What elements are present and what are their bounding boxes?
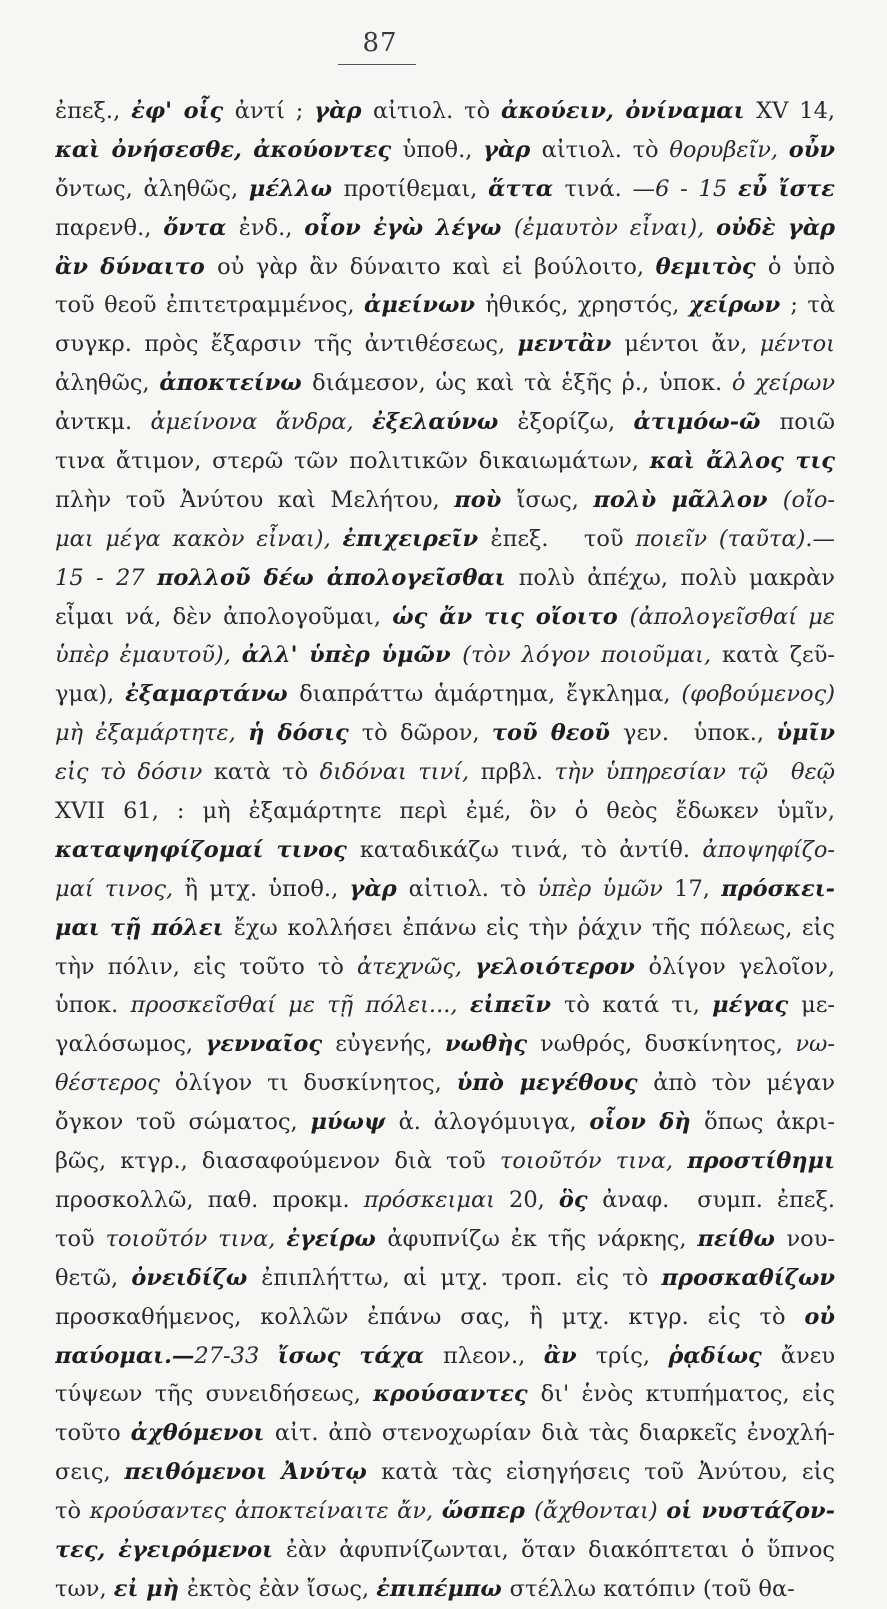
gloss-text: ἀτεχνῶς,: [356, 953, 476, 980]
lemma: μαι τῇ πόλει: [55, 914, 234, 941]
lemma: γὰρ: [314, 98, 373, 124]
lemma: ἡ δόσις: [248, 720, 362, 747]
gloss-text: στέλλω κατόπιν (τοῦ θα-: [509, 1575, 795, 1602]
gloss-text: ὑπὲρ ἐμαυτοῦ),: [55, 642, 242, 669]
text-line: [55, 1492, 835, 1531]
lemma: πρόσκει-: [721, 875, 835, 902]
text-line: [55, 1181, 835, 1220]
text-line: [55, 559, 835, 598]
gloss-text: 17,: [674, 875, 722, 902]
lemma: κρούσαντες: [373, 1381, 541, 1408]
text-line: [55, 170, 835, 209]
lemma: μύωψ: [310, 1109, 399, 1136]
lemma: παύομαι.—: [55, 1342, 195, 1369]
gloss-text: ὄγκον τοῦ σώματος,: [55, 1109, 311, 1136]
gloss-text: ὑποθ.,: [402, 136, 484, 163]
lemma: ἐφ' οἷς: [131, 98, 235, 124]
lemma: οἷον ἐγὼ λέγω: [304, 214, 514, 241]
gloss-text: βῶς, κτγρ., διασαφούμενον διὰ τοῦ: [55, 1148, 500, 1175]
gloss-text: θετῶ,: [55, 1264, 132, 1291]
gloss-text: 20,: [509, 1186, 559, 1213]
gloss-text: ἢ μτχ. ὑποθ.,: [184, 875, 350, 902]
text-line: [55, 1259, 835, 1298]
gloss-text: νω-: [795, 1031, 835, 1058]
text-line: [55, 1375, 835, 1414]
gloss-text: ἐὰν ἀφυπνίζωνται, ὅταν διακόπτεται ὁ ὕπνος: [285, 1536, 835, 1563]
lemma: προσκαθίζων: [661, 1264, 835, 1291]
gloss-text: τινα ἄτιμον, στερῶ τῶν πολιτικῶν δικαιωμάτων,: [55, 448, 650, 475]
gloss-text: ἀ. ἀλογόμυιγα,: [398, 1109, 590, 1136]
gloss-text: ἐπεξ. τοῦ: [490, 525, 636, 552]
gloss-text: ἐνδ.,: [238, 214, 305, 241]
gloss-text: νωθρός, δυσκίνητος,: [540, 1031, 796, 1058]
gloss-text: τοῦτο: [55, 1420, 131, 1447]
text-line: [55, 598, 835, 637]
gloss-text: κατὰ τὸ: [213, 759, 320, 786]
text-line: [55, 248, 835, 287]
lemma: ῥᾳδίως: [668, 1342, 781, 1369]
lemma: ἀχθόμενοι: [130, 1420, 275, 1447]
lemma: ἀκούειν, ὀνίναμαι: [501, 98, 757, 124]
gloss-text: 27-33: [194, 1342, 278, 1369]
lemma: πείθω: [697, 1225, 787, 1252]
lemma: ἂν: [543, 1342, 596, 1369]
gloss-text: μέντοι ἄν,: [624, 331, 760, 358]
page-number: 87: [362, 28, 398, 58]
lemma: γενναῖος: [205, 1031, 336, 1058]
text-line: [55, 909, 835, 948]
text-line: [55, 1453, 835, 1492]
lemma: τες, ἐγειρόμενοι: [55, 1536, 286, 1563]
gloss-text: ἀφυπνίζω ἐκ τῆς νάρκης,: [387, 1225, 698, 1252]
gloss-text: μέντοι: [759, 331, 835, 358]
gloss-text: XVII 61, : μὴ ἐξαμάρτητε περὶ ἐμέ, ὃν ὁ θεὸς ἔδωκεν ὑμῖν,: [55, 798, 835, 825]
lemma: χείρων: [688, 292, 791, 319]
gloss-text: ὑποκ.: [55, 992, 131, 1019]
gloss-text: θέστερος: [55, 1070, 175, 1097]
gloss-text: (φοβούμενος): [681, 681, 835, 708]
gloss-text: ἄνευ: [780, 1342, 835, 1369]
gloss-text: ἠθικός, χρηστός,: [485, 292, 689, 319]
lemma: πολλοῦ δέω ἀπολογεῖσθαι: [156, 564, 519, 591]
lemma: ἀτιμόω-ῶ: [633, 409, 780, 436]
lemma: καὶ ὀνήσεσθε, ἀκούοντες: [55, 136, 403, 163]
text-line: [55, 520, 835, 559]
gloss-text: ὀλίγον γελοῖον,: [648, 953, 835, 980]
gloss-text: τὸ: [55, 1498, 90, 1525]
gloss-text: ὀλίγον τι δυσκίνητος,: [174, 1070, 457, 1097]
lemma: ἐξαμαρτάνω: [125, 681, 300, 708]
lemma: ἀποκτείνω: [159, 370, 313, 397]
text-line: [55, 131, 835, 170]
gloss-text: κατὰ τὰς εἰσηγήσεις τοῦ Ἀνύτου, εἰς: [381, 1459, 835, 1486]
lemma: ὃς: [558, 1186, 603, 1213]
lemma: καὶ ἄλλος τις: [649, 448, 835, 475]
lemma: τοῦ θεοῦ: [491, 720, 624, 747]
gloss-text: διάμεσον, ὡς καὶ τὰ ἑξῆς ῥ., ὑποκ.: [312, 370, 732, 397]
gloss-text: ὅπως ἀκρι-: [704, 1109, 835, 1136]
lemma: εἰπεῖν: [469, 992, 564, 1019]
text-line: [55, 636, 835, 675]
gloss-text: αἰτιολ. τὸ: [408, 875, 538, 902]
gloss-text: XV 14,: [756, 98, 835, 124]
lemma: ἐγείρω: [286, 1225, 388, 1252]
gloss-text: ἴσως,: [516, 486, 594, 513]
gloss-text: ποιῶ: [779, 409, 835, 436]
lemma: θεμιτὸς: [655, 253, 768, 280]
gloss-text: ποιεῖν (ταῦτα).—: [635, 525, 835, 552]
lemma: νωθὴς: [444, 1031, 541, 1058]
lemma: ὄντα: [163, 214, 239, 241]
gloss-text: μαί τινος,: [55, 875, 185, 902]
gloss-text: 15 - 27: [55, 564, 157, 591]
text-line: [55, 870, 835, 909]
lemma: οἱ νυστάζον-: [666, 1498, 835, 1525]
gloss-text: αἰτ. ἀπὸ στενοχωρίαν διὰ τὰς διαρκεῖς ἐνοχλή-: [274, 1420, 835, 1447]
gloss-text: εὐγενής,: [335, 1031, 445, 1058]
gloss-text: ἀποψηφίζο-: [702, 836, 835, 863]
lemma: ὡς ἄν τις οἴοιτο: [392, 603, 630, 630]
gloss-text: ὄντως, ἀληθῶς,: [55, 175, 249, 202]
gloss-text: παρενθ.,: [55, 214, 164, 241]
text-line: [55, 1414, 835, 1453]
gloss-text: νου-: [786, 1225, 835, 1252]
gloss-text: τὸ κατά τι,: [563, 992, 713, 1019]
lemma: ἅττα: [488, 175, 565, 202]
gloss-text: τοῦ: [55, 1225, 106, 1252]
text-line: [55, 1337, 835, 1376]
gloss-text: τοῦ θεοῦ ἐπιτετραμμένος,: [55, 292, 365, 319]
text-line: [55, 1025, 835, 1064]
gloss-text: γεν. ὑποκ.,: [623, 720, 777, 747]
text-line: [55, 1220, 835, 1259]
gloss-text: ἀντί ;: [234, 98, 315, 124]
lemma: ἐξελαύνω: [371, 409, 518, 436]
gloss-text: των,: [55, 1575, 114, 1602]
text-line: [55, 364, 835, 403]
text-line: [55, 675, 835, 714]
gloss-text: ἀπὸ τὸν μέγαν: [653, 1070, 835, 1097]
gloss-text: με-: [801, 992, 835, 1019]
gloss-text: ἀντκμ.: [55, 409, 151, 436]
gloss-text: σεις,: [55, 1459, 125, 1486]
gloss-text: εἰς τὸ δόσιν: [55, 759, 214, 786]
page-number-rule: [338, 64, 416, 65]
commentary-text: [55, 92, 835, 1609]
gloss-text: πλὴν τοῦ Ἀνύτου καὶ Μελήτου,: [55, 486, 455, 513]
lemma: μέγας: [712, 992, 802, 1019]
text-line: [55, 92, 835, 131]
gloss-text: (οἴο-: [782, 486, 835, 513]
gloss-text: μαι μέγα κακὸν εἶναι),: [55, 525, 343, 552]
text-line: [55, 831, 835, 870]
lemma: οἷον δὴ: [589, 1109, 705, 1136]
gloss-text: θορυβεῖν,: [669, 136, 789, 163]
gloss-text: ; τὰ: [790, 292, 835, 319]
gloss-text: τὸ δῶρον,: [361, 720, 492, 747]
gloss-text: προτίθεμαι,: [343, 175, 489, 202]
gloss-text: τύψεων τῆς συνειδήσεως,: [55, 1381, 374, 1408]
text-line: [55, 1064, 835, 1103]
lemma: ὀνειδίζω: [131, 1264, 262, 1291]
lemma: ἴσως τάχα: [277, 1342, 444, 1369]
text-line: [55, 286, 835, 325]
lemma: πειθόμενοι Ἀνύτῳ: [124, 1459, 382, 1486]
lemma: μεντἂν: [517, 331, 625, 358]
gloss-text: διδόναι τινί,: [319, 759, 481, 786]
gloss-text: καταδικάζω τινά, τὸ ἀντίθ.: [359, 836, 703, 863]
gloss-text: πολὺ ἀπέχω, πολὺ μακρὰν: [518, 564, 835, 591]
lemma: ὑπὸ μεγέθους: [456, 1070, 654, 1097]
text-line: [55, 1531, 835, 1570]
gloss-text: αἰτιολ. τὸ: [373, 98, 502, 124]
lemma: ὥσπερ: [441, 1498, 535, 1525]
gloss-text: ὁ χείρων: [731, 370, 835, 397]
lemma: ὑμῖν: [776, 720, 835, 747]
gloss-text: οὐ γὰρ ἂν δύναιτο καὶ εἰ βούλοιτο,: [217, 253, 656, 280]
gloss-text: προσκαθήμενος, κολλῶν ἐπάνω σας, ἢ μτχ. κτγρ. εἰς τὸ: [55, 1303, 805, 1330]
text-line: [55, 1298, 835, 1337]
text-line: [55, 442, 835, 481]
gloss-text: (τὸν λόγον ποιοῦμαι,: [462, 642, 723, 669]
lemma: ἐπιχειρεῖν: [342, 525, 491, 552]
gloss-text: τοιοῦτόν τινα,: [105, 1225, 287, 1252]
lemma: εἰ μὴ: [113, 1575, 187, 1602]
gloss-text: τὴν ὑπηρεσίαν τῷ θεῷ: [554, 759, 835, 786]
text-line: [55, 714, 835, 753]
gloss-text: εἶμαι νά, δὲν ἀπολογοῦμαι,: [55, 603, 393, 630]
text-line: [55, 209, 835, 248]
gloss-text: αἰτιολ. τὸ: [541, 136, 670, 163]
lemma: γελοιότερον: [475, 953, 649, 980]
lemma: οὐ: [804, 1303, 835, 1330]
gloss-text: τινά. —: [564, 175, 656, 202]
lemma: ἀλλ' ὑπὲρ ὑμῶν: [241, 642, 463, 669]
gloss-text: (ἐμαυτὸν εἶναι),: [513, 214, 717, 241]
lemma: εὖ ἴστε: [737, 175, 835, 202]
text-line: [55, 1142, 835, 1181]
lemma: οὖν: [788, 136, 835, 163]
gloss-text: πρβλ.: [480, 759, 555, 786]
text-line: [55, 325, 835, 364]
gloss-text: πρόσκειμαι: [363, 1186, 509, 1213]
gloss-text: ἐπιπλήττω, αἱ μτχ. τροπ. εἰς τὸ: [261, 1264, 662, 1291]
lemma: ἂν δύναιτο: [55, 253, 218, 280]
gloss-text: κατὰ ζεῦ-: [722, 642, 835, 669]
gloss-text: κρούσαντες ἀποκτείναιτε ἄν,: [89, 1498, 442, 1525]
gloss-text: δι' ἑνὸς κτυπήματος, εἰς: [540, 1381, 835, 1408]
lemma: γὰρ: [483, 136, 542, 163]
gloss-text: 6 - 15: [655, 175, 738, 202]
gloss-text: διαπράττω ἁμάρτημα, ἔγκλημα,: [299, 681, 682, 708]
lemma: γὰρ: [349, 875, 409, 902]
text-line: [55, 403, 835, 442]
gloss-text: τοιοῦτόν τινα,: [499, 1148, 688, 1175]
gloss-text: ἀναφ. συμπ. ἐπεξ.: [602, 1186, 835, 1213]
text-line: [55, 792, 835, 831]
gloss-text: (ἄχθονται): [534, 1498, 667, 1525]
gloss-text: ὑπὲρ ὑμῶν: [537, 875, 675, 902]
gloss-text: ὁ ὑπὸ: [767, 253, 835, 280]
gloss-text: γαλόσωμος,: [55, 1031, 206, 1058]
lemma: μέλλω: [248, 175, 344, 202]
gloss-text: ἐκτὸς ἐὰν ἴσως,: [186, 1575, 377, 1602]
gloss-text: προσκολλῶ, παθ. προκμ.: [55, 1186, 364, 1213]
text-line: [55, 481, 835, 520]
lemma: καταψηφίζομαί τινος: [55, 836, 360, 863]
gloss-text: ἀμείνονα ἄνδρα,: [150, 409, 372, 436]
gloss-text: μὴ ἐξαμάρτητε,: [55, 720, 249, 747]
text-line: [55, 948, 835, 987]
gloss-text: τὴν πόλιν, εἰς τοῦτο τὸ: [55, 953, 357, 980]
gloss-text: γμα),: [55, 681, 126, 708]
gloss-text: ἐπεξ.,: [55, 98, 132, 124]
text-line: [55, 753, 835, 792]
lemma: οὐδὲ γὰρ: [716, 214, 835, 241]
lemma: πολὺ μᾶλλον: [593, 486, 783, 513]
text-line: [55, 1570, 835, 1609]
gloss-text: ἀληθῶς,: [55, 370, 160, 397]
text-line: [55, 986, 835, 1025]
gloss-text: ἐξορίζω,: [517, 409, 634, 436]
lemma: προστίθημι: [687, 1148, 835, 1175]
lemma: ἀμείνων: [364, 292, 486, 319]
gloss-text: (ἀπολογεῖσθαί με: [629, 603, 835, 630]
gloss-text: τρίς,: [595, 1342, 669, 1369]
text-line: [55, 1103, 835, 1142]
lemma: ποὺ: [454, 486, 517, 513]
lemma: ἐπιπέμπω: [376, 1575, 510, 1602]
gloss-text: πλεον.,: [443, 1342, 544, 1369]
gloss-text: ἔχω κολλήσει ἐπάνω εἰς τὴν ῥάχιν τῆς πόλεως, εἰς: [233, 914, 835, 941]
gloss-text: συγκρ. πρὸς ἔξαρσιν τῆς ἀντιθέσεως,: [55, 331, 518, 358]
gloss-text: προσκεῖσθαί με τῇ πόλει...,: [130, 992, 470, 1019]
